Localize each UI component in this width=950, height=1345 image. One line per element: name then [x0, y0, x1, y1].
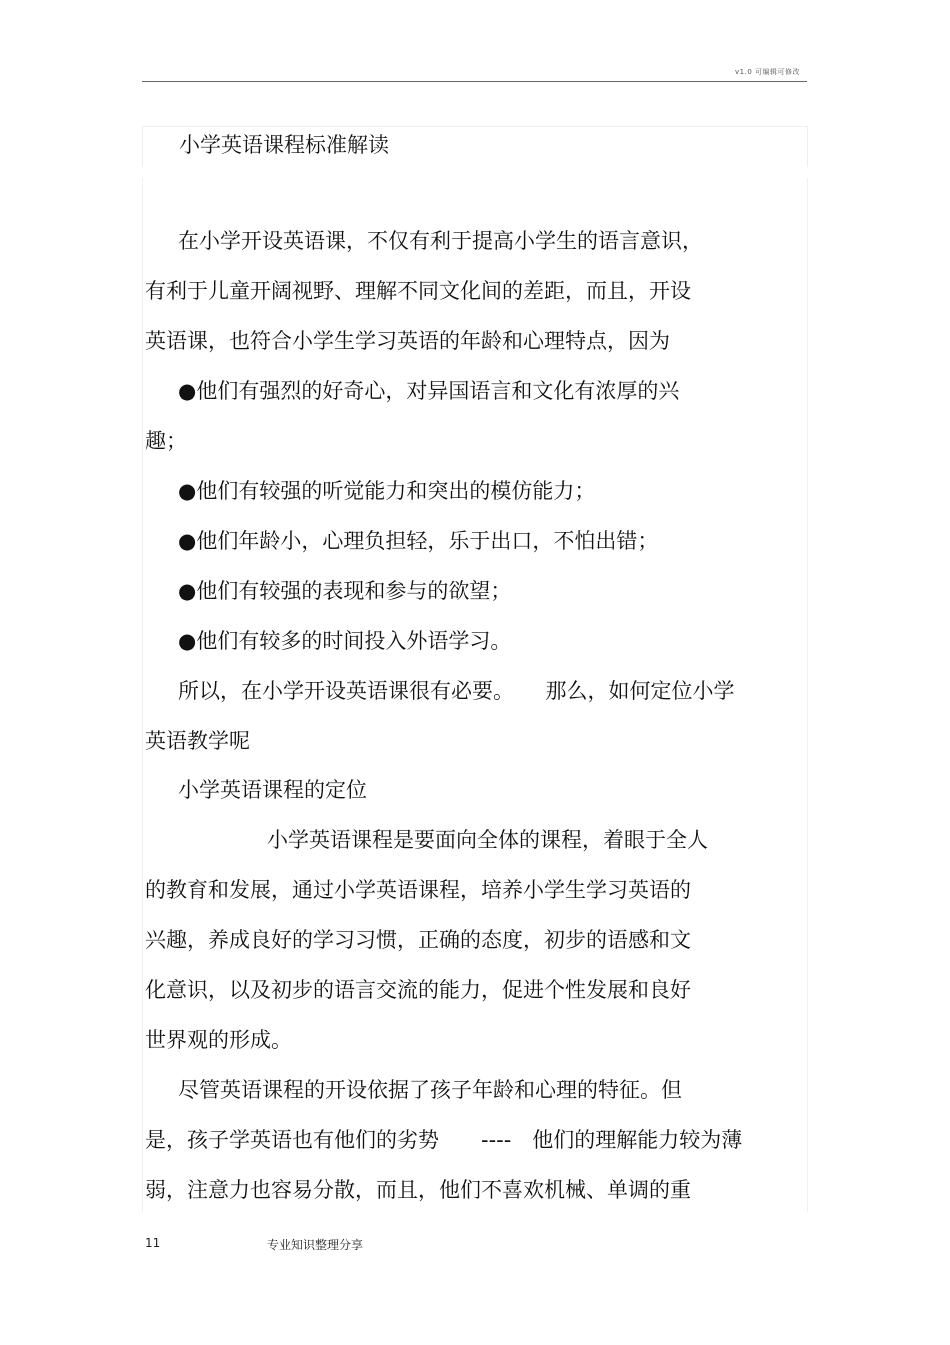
bullet-line: ●他们年龄小，心理负担轻，乐于出口，不怕出错； — [178, 529, 659, 553]
footer-caption: 专业知识整理分享 — [267, 1238, 364, 1252]
page-number: 11 — [145, 1236, 161, 1250]
header-divider — [142, 81, 807, 82]
bullet-line-continuation: 趣； — [145, 429, 187, 453]
bullet-line: ●他们有较多的时间投入外语学习。 — [178, 629, 512, 653]
version-note: v1.0 可编辑可修改 — [735, 68, 800, 76]
title-box — [142, 126, 808, 167]
paragraph-line: 兴趣，养成良好的学习习惯，正确的态度，初步的语感和文 — [145, 928, 691, 952]
paragraph-line: 世界观的形成。 — [145, 1028, 292, 1052]
section-heading: 小学英语课程的定位 — [178, 778, 367, 802]
document-title: 小学英语课程标准解读 — [179, 133, 389, 157]
paragraph-line: 英语课，也符合小学生学习英语的年龄和心理特点，因为 — [145, 329, 670, 353]
bullet-line: ●他们有较强的表现和参与的欲望； — [178, 579, 512, 603]
bullet-line: ●他们有较强的听觉能力和突出的模仿能力； — [178, 479, 596, 503]
paragraph-line: 英语教学呢 — [145, 729, 250, 753]
paragraph-line: 所以，在小学开设英语课很有必要。 那么，如何定位小学 — [178, 679, 735, 703]
paragraph-line: 是，孩子学英语也有他们的劣势 ---- 他们的理解能力较为薄 — [145, 1128, 743, 1152]
paragraph-line: 在小学开设英语课，不仅有利于提高小学生的语言意识， — [178, 229, 703, 253]
paragraph-line: 有利于儿童开阔视野、理解不同文化间的差距，而且，开设 — [145, 279, 691, 303]
paragraph-line: 的教育和发展，通过小学英语课程，培养小学生学习英语的 — [145, 878, 691, 902]
paragraph-line: 小学英语课程是要面向全体的课程，着眼于全人 — [267, 828, 708, 852]
bullet-line: ●他们有强烈的好奇心，对异国语言和文化有浓厚的兴 — [178, 379, 680, 403]
paragraph-line: 尽管英语课程的开设依据了孩子年龄和心理的特征。但 — [178, 1078, 682, 1102]
paragraph-line: 化意识，以及初步的语言交流的能力，促进个性发展和良好 — [145, 978, 691, 1002]
paragraph-line: 弱，注意力也容易分散，而且，他们不喜欢机械、单调的重 — [145, 1178, 691, 1202]
